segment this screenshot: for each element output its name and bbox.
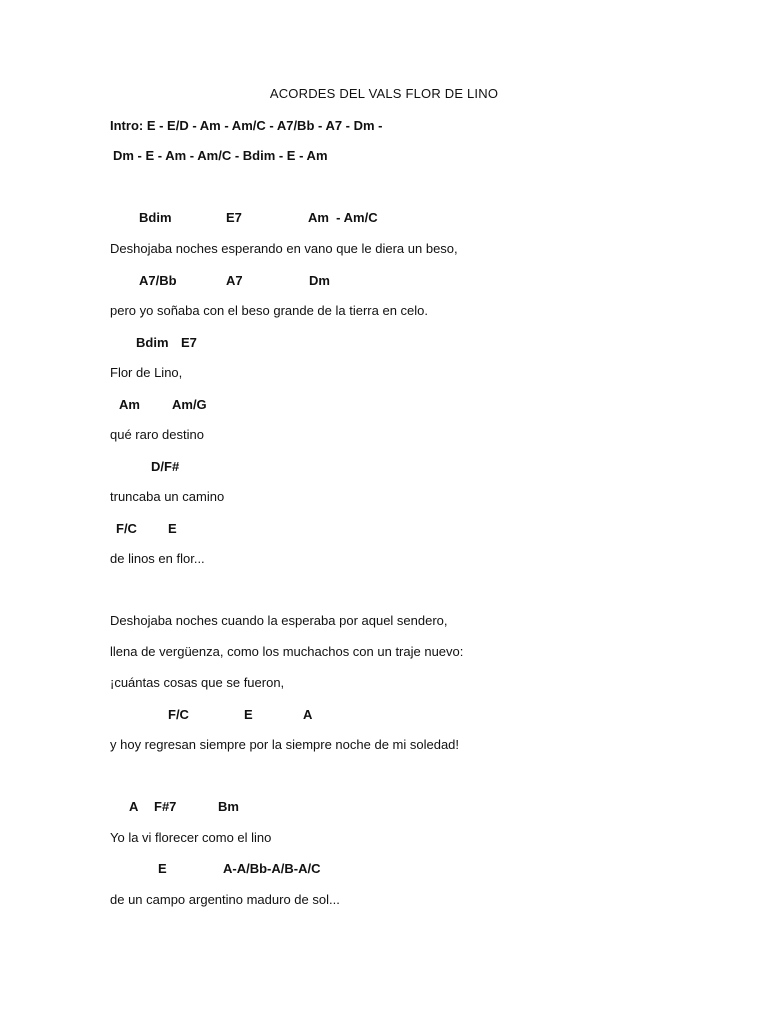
- lyric-line: qué raro destino: [110, 427, 204, 442]
- chord: E7: [181, 335, 197, 350]
- intro-line-2: Dm - E - Am - Am/C - Bdim - E - Am: [113, 148, 328, 163]
- chord: A7/Bb: [139, 273, 177, 288]
- lyric-line: Deshojaba noches cuando la esperaba por aquel sendero,: [110, 613, 448, 628]
- chord: Am/G: [172, 397, 207, 412]
- chord: A: [129, 799, 139, 814]
- intro-line-1: Intro: E - E/D - Am - Am/C - A7/Bb - A7 - Dm -: [110, 118, 383, 133]
- lyric-line: ¡cuántas cosas que se fueron,: [110, 675, 285, 690]
- chord: D/F#: [151, 459, 180, 474]
- lyric-line: Yo la vi florecer como el lino: [110, 830, 272, 845]
- lyric-line: Deshojaba noches esperando en vano que le diera un beso,: [110, 241, 458, 256]
- lyric-line: de un campo argentino maduro de sol...: [110, 892, 340, 907]
- lyric-line: de linos en flor...: [110, 551, 205, 566]
- lyric-line: y hoy regresan siempre por la siempre noche de mi soledad!: [110, 737, 460, 752]
- lyric-line: Flor de Lino,: [110, 365, 183, 380]
- chord: F/C: [116, 521, 137, 536]
- chord: Am: [119, 397, 140, 412]
- lyric-line: llena de vergüenza, como los muchachos con un traje nuevo:: [110, 644, 464, 659]
- chord: Am - Am/C: [308, 210, 378, 225]
- chord: A: [303, 707, 313, 722]
- chord: F#7: [154, 799, 177, 814]
- chord: A-A/Bb-A/B-A/C: [223, 861, 321, 876]
- chord: Bdim: [139, 210, 172, 225]
- chord: F/C: [168, 707, 189, 722]
- chord: E7: [226, 210, 242, 225]
- chord: A7: [226, 273, 243, 288]
- chord: Bdim: [136, 335, 169, 350]
- lyric-line: pero yo soñaba con el beso grande de la tierra en celo.: [110, 303, 428, 318]
- chord: E: [244, 707, 253, 722]
- chord: Dm: [309, 273, 330, 288]
- lyric-line: truncaba un camino: [110, 489, 225, 504]
- chord: E: [158, 861, 167, 876]
- chord: E: [168, 521, 177, 536]
- chord: Bm: [218, 799, 239, 814]
- document-title: ACORDES DEL VALS FLOR DE LINO: [269, 86, 499, 101]
